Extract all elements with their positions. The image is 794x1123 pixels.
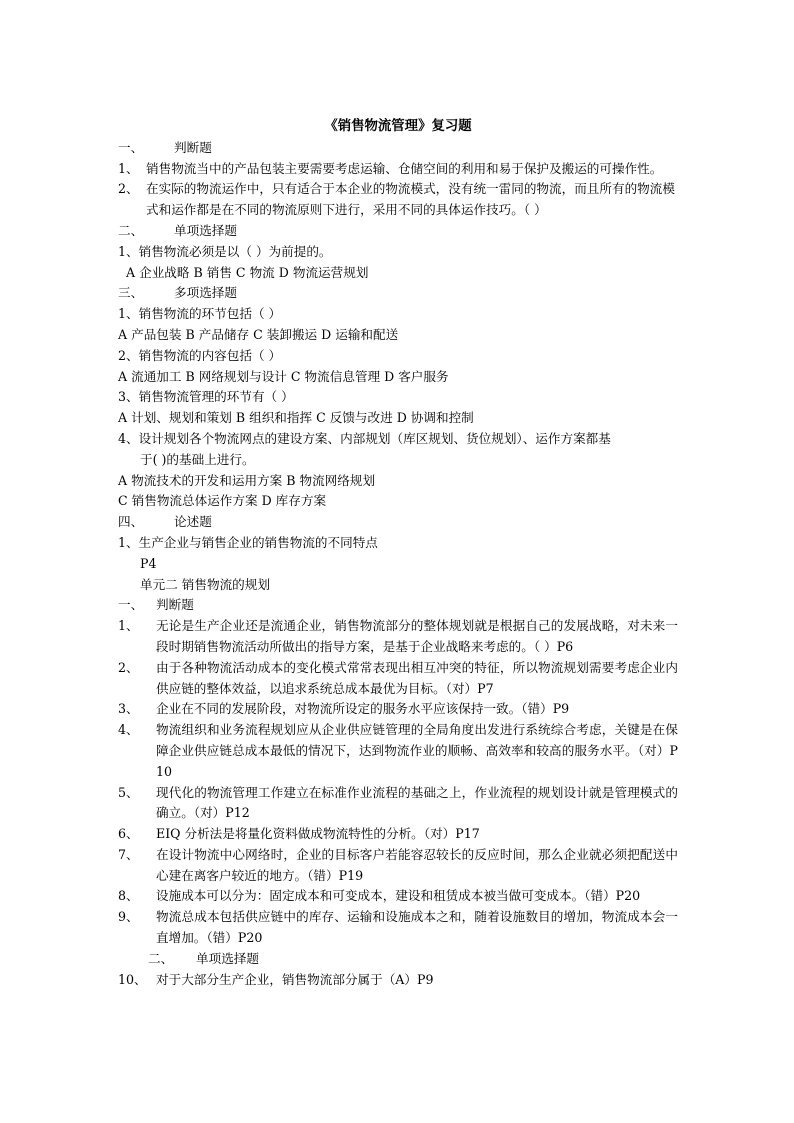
question-text: 1、生产企业与销售企业的销售物流的不同特点 xyxy=(118,534,378,550)
question-item xyxy=(118,159,678,180)
question-item xyxy=(118,907,678,949)
page-reference: P4 xyxy=(140,555,157,571)
question-text: 2、销售物流的内容包括（ ） xyxy=(118,347,282,363)
question-text: 物流组织和业务流程规划应从企业供应链管理的全局角度出发进行系统综合考虑，关键是在保障企业供应链总成本最低的情况下，达到物流作业的顺畅、高效率和较高的服务水平。（对）P10 xyxy=(156,722,678,779)
question-text: 对于大部分生产企业，销售物流部分属于（A）P9 xyxy=(156,971,434,987)
question-text: 在设计物流中心网络时，企业的目标客户若能容忍较长的反应时间，那么企业就必须把配送中心建在离客户较近的地方。（错）P19 xyxy=(156,846,678,883)
question-text: 在实际的物流运作中，只有适合于本企业的物流模式，没有统一雷同的物流，而且所有的物流模式和运作都是在不同的物流原则下进行，采用不同的具体运作技巧。（ ） xyxy=(146,181,675,218)
section-label: 判断题 xyxy=(174,139,212,155)
answer-options: A 计划、规划和策划 B 组织和指挥 C 反馈与改进 D 协调和控制 xyxy=(118,410,474,426)
question-number: 2、 xyxy=(118,659,139,675)
section-number: 三、 xyxy=(118,285,144,301)
section-heading-multi-choice xyxy=(118,283,678,304)
question-text: 1、销售物流必须是以（ ）为前提的。 xyxy=(118,243,332,259)
question-number: 6、 xyxy=(118,826,139,842)
question-number: 2、 xyxy=(118,181,139,197)
question-number: 1、 xyxy=(118,160,139,176)
question-item xyxy=(118,658,678,700)
question-item xyxy=(118,699,678,720)
question-item xyxy=(118,179,678,221)
question-item xyxy=(118,824,678,845)
section-heading-essay xyxy=(118,512,678,533)
section-number: 一、 xyxy=(118,597,144,613)
section-heading-single-choice xyxy=(118,949,678,970)
answer-options: A 企业战略 B 销售 C 物流 D 物流运营规划 xyxy=(126,264,369,280)
answer-options: C 销售物流总体运作方案 D 库存方案 xyxy=(118,493,327,509)
section-number: 一、 xyxy=(118,139,144,155)
answer-options: A 流通加工 B 网络规划与设计 C 物流信息管理 D 客户服务 xyxy=(118,368,449,384)
question-item xyxy=(118,616,678,658)
section-heading-judgement xyxy=(118,595,678,616)
section-label: 单项选择题 xyxy=(196,950,259,966)
section-heading-single-choice xyxy=(118,221,678,242)
section-heading-judgement xyxy=(118,138,678,159)
question-text: 现代化的物流管理工作建立在标准作业流程的基础之上，作业流程的规划设计就是管理模式的确立。（对）P12 xyxy=(156,784,678,821)
section-label: 单项选择题 xyxy=(174,222,237,238)
document-page xyxy=(118,116,678,990)
question-number: 3、 xyxy=(118,701,139,717)
section-number: 四、 xyxy=(118,514,144,530)
question-text-continued: 于( )的基础上进行。 xyxy=(140,451,255,467)
question-text: 由于各种物流活动成本的变化模式常常表现出相互冲突的特征，所以物流规划需要考虑企业内供应链的整体效益，以追求系统总成本最优为目标。（对）P7 xyxy=(156,659,678,696)
question-text: 企业在不同的发展阶段，对物流所设定的服务水平应该保持一致。（错）P9 xyxy=(156,701,570,717)
question-text: 4、设计规划各个物流网点的建设方案、内部规划（库区规划、货位规划）、运作方案都基 xyxy=(118,430,611,446)
question-number: 5、 xyxy=(118,784,139,800)
section-label: 多项选择题 xyxy=(174,285,237,301)
question-number: 7、 xyxy=(118,846,139,862)
section-number: 二、 xyxy=(118,222,144,238)
question-number: 8、 xyxy=(118,888,139,904)
answer-options: A 物流技术的开发和运用方案 B 物流网络规划 xyxy=(118,472,376,488)
question-text: 无论是生产企业还是流通企业，销售物流部分的整体规划就是根据自己的发展战略，对未来一段时期销售物流活动所做出的指导方案，是基于企业战略来考虑的。（ ）P6 xyxy=(156,618,678,654)
section-number: 二、 xyxy=(148,950,174,966)
question-item xyxy=(118,970,678,991)
question-text: 设施成本可以分为：固定成本和可变成本，建设和租赁成本被当做可变成本。（错）P20 xyxy=(156,888,641,904)
question-number: 4、 xyxy=(118,722,139,738)
question-text: 物流总成本包括供应链中的库存、运输和设施成本之和，随着设施数目的增加，物流成本会一直增加。（错）P20 xyxy=(156,909,678,946)
unit-heading: 单元二 销售物流的规划 xyxy=(140,576,270,592)
question-item xyxy=(118,886,678,907)
question-text: 3、销售物流管理的环节有（ ） xyxy=(118,389,294,405)
question-text: 1、销售物流的环节包括（ ） xyxy=(118,306,282,322)
question-number: 10、 xyxy=(118,971,147,987)
question-text: 销售物流当中的产品包装主要需要考虑运输、仓储空间的利用和易于保护及搬运的可操作性。 xyxy=(146,160,663,176)
section-label: 判断题 xyxy=(156,597,194,613)
answer-options: A 产品包装 B 产品储存 C 装卸搬运 D 运输和配送 xyxy=(118,326,399,342)
section-label: 论述题 xyxy=(174,514,212,530)
question-item xyxy=(118,783,678,825)
question-item xyxy=(118,845,678,887)
page-title: 《销售物流管理》复习题 xyxy=(324,118,472,134)
question-number: 9、 xyxy=(118,909,139,925)
question-text: EIQ 分析法是将量化资料做成物流特性的分析。（对）P17 xyxy=(156,826,480,842)
question-item xyxy=(118,720,678,782)
question-number: 1、 xyxy=(118,618,139,634)
